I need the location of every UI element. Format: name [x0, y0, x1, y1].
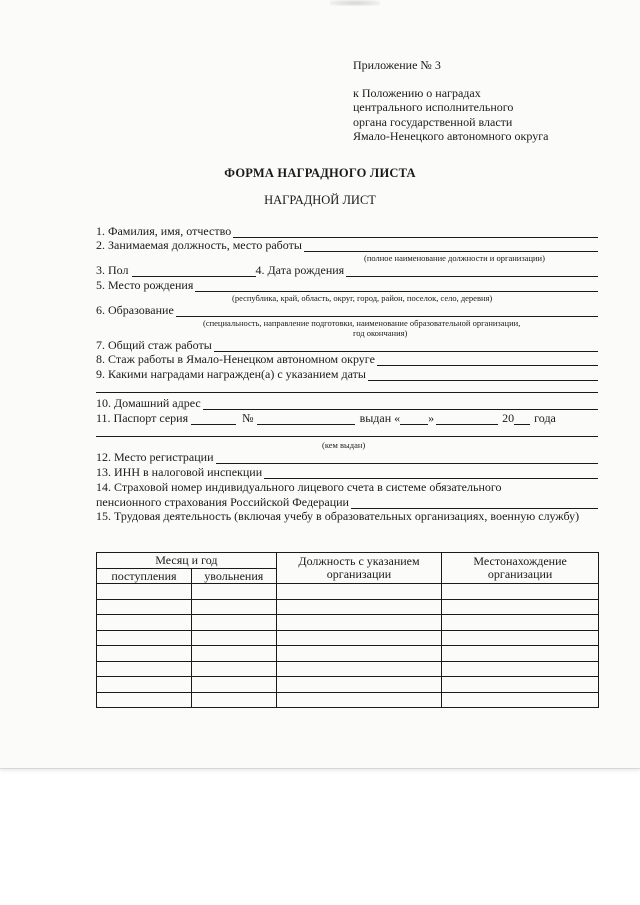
table-row	[97, 677, 599, 693]
table-cell[interactable]	[276, 615, 442, 631]
passport-series-blank[interactable]	[191, 413, 236, 425]
table-cell[interactable]	[97, 692, 192, 708]
table-cell[interactable]	[191, 646, 276, 662]
appendix-line: центрального исполнительного	[353, 100, 514, 114]
field-label: 3. Пол	[96, 263, 129, 277]
table-row	[97, 615, 599, 631]
table-cell[interactable]	[276, 599, 442, 615]
table-cell[interactable]	[442, 630, 599, 646]
field-awards	[96, 367, 598, 381]
field-birthplace	[96, 278, 598, 292]
header-location	[442, 553, 599, 584]
appendix-line: органа государственной власти	[353, 114, 513, 129]
field-label: 8. Стаж работы в Ямало-Ненецком автономном округе	[96, 352, 375, 366]
table-cell[interactable]	[191, 692, 276, 708]
awards-blank[interactable]	[368, 369, 598, 381]
field-snils	[96, 495, 598, 509]
field-total-experience	[96, 338, 598, 352]
table-cell[interactable]	[191, 630, 276, 646]
field-label: 13. ИНН в налоговой инспекции	[96, 465, 263, 479]
table-row	[97, 661, 599, 677]
field-home-address	[96, 396, 598, 410]
table-cell[interactable]	[442, 615, 599, 631]
field-full-name	[96, 224, 598, 238]
field-position	[96, 238, 598, 252]
field-gender-birthdate	[96, 263, 598, 277]
form-subtitle: НАГРАДНОЙ ЛИСТ	[264, 193, 376, 207]
table-cell[interactable]	[442, 661, 599, 677]
field-label: 6. Образование	[96, 303, 174, 317]
field-label: 20	[502, 411, 515, 425]
table-cell[interactable]	[191, 615, 276, 631]
field-label: года	[534, 411, 556, 425]
field-label: 2. Занимаемая должность, место работы	[96, 238, 302, 252]
passport-number-blank[interactable]	[257, 413, 355, 425]
home-address-blank[interactable]	[203, 398, 598, 410]
birthplace-hint: (республика, край, область, округ, город, район, поселок, село, деревня)	[232, 293, 493, 303]
field-snils-label: 14. Страховой номер индивидуального лицевого счета в системе обязательного	[96, 480, 502, 494]
field-passport	[96, 411, 598, 425]
header-start: поступления	[97, 569, 192, 584]
table-cell[interactable]	[97, 630, 192, 646]
header-location-line: организации	[487, 567, 553, 581]
inn-blank[interactable]	[264, 467, 598, 479]
header-month-year: Месяц и год	[97, 553, 277, 569]
table-cell[interactable]	[97, 661, 192, 677]
table-cell[interactable]	[276, 584, 442, 600]
table-cell[interactable]	[442, 677, 599, 693]
gender-blank[interactable]	[132, 265, 256, 277]
passport-issuer-hint: (кем выдан)	[322, 440, 366, 450]
birthdate-blank[interactable]	[346, 265, 598, 277]
education-hint: (специальность, направление подготовки, наименование образовательной организации,	[203, 318, 521, 328]
table-cell[interactable]	[276, 692, 442, 708]
field-label: 10. Домашний адрес	[96, 396, 201, 410]
table-cell[interactable]	[442, 599, 599, 615]
field-work-activity-label: 15. Трудовая деятельность (включая учебу в образовательных организациях, военную службу)	[96, 509, 580, 523]
work-history-table	[96, 552, 599, 708]
table-cell[interactable]	[97, 646, 192, 662]
table-cell[interactable]	[276, 677, 442, 693]
table-cell[interactable]	[191, 661, 276, 677]
field-registration	[96, 450, 598, 464]
scan-artifact	[330, 0, 380, 6]
passport-day-blank[interactable]	[400, 413, 428, 425]
table-row	[97, 646, 599, 662]
table-cell[interactable]	[191, 677, 276, 693]
field-label: пенсионного страхования Российской Федерации	[96, 495, 349, 509]
education-blank[interactable]	[176, 305, 598, 317]
field-label: 9. Какими наградами награжден(а) с указанием даты	[96, 367, 366, 381]
field-label: 12. Место регистрации	[96, 450, 214, 464]
table-cell[interactable]	[442, 692, 599, 708]
appendix-line: к Положению о наградах	[353, 85, 481, 100]
birthplace-blank[interactable]	[195, 280, 598, 292]
table-cell[interactable]	[276, 661, 442, 677]
table-cell[interactable]	[276, 646, 442, 662]
field-yanao-experience	[96, 352, 598, 366]
table-cell[interactable]	[276, 630, 442, 646]
table-header-row	[97, 553, 599, 569]
field-education	[96, 303, 598, 317]
appendix-line: Ямало-Ненецкого автономного округа	[353, 129, 549, 143]
position-blank[interactable]	[304, 240, 598, 252]
awards-extra-line[interactable]	[96, 392, 598, 393]
passport-year-blank[interactable]	[514, 413, 530, 425]
field-label: выдан «	[359, 411, 401, 425]
header-location-line: Местонахождение	[473, 554, 567, 568]
total-experience-blank[interactable]	[214, 340, 598, 352]
table-cell[interactable]	[97, 677, 192, 693]
table-cell[interactable]	[191, 599, 276, 615]
field-label: 1. Фамилия, имя, отчество	[96, 224, 232, 238]
table-row	[97, 599, 599, 615]
table-row	[97, 630, 599, 646]
field-label: №	[242, 411, 254, 425]
full-name-blank[interactable]	[233, 226, 598, 238]
table-cell[interactable]	[97, 599, 192, 615]
field-inn	[96, 465, 598, 479]
table-cell[interactable]	[97, 584, 192, 600]
header-position-line: Должность с указанием	[298, 554, 420, 568]
field-label: 5. Место рождения	[96, 278, 194, 292]
table-cell[interactable]	[97, 615, 192, 631]
field-label: 11. Паспорт серия	[96, 411, 189, 425]
yanao-experience-blank[interactable]	[377, 354, 598, 366]
registration-blank[interactable]	[216, 452, 598, 464]
header-position	[276, 553, 442, 584]
position-hint: (полное наименование должности и организации)	[364, 253, 545, 263]
passport-month-blank[interactable]	[436, 413, 498, 425]
table-cell[interactable]	[191, 584, 276, 600]
header-end: увольнения	[191, 569, 276, 584]
table-row	[97, 584, 599, 600]
appendix-header	[353, 58, 548, 144]
form-title: ФОРМА НАГРАДНОГО ЛИСТА	[224, 166, 416, 180]
table-cell[interactable]	[442, 584, 599, 600]
table-row	[97, 692, 599, 708]
field-label: 7. Общий стаж работы	[96, 338, 212, 352]
table-cell[interactable]	[442, 646, 599, 662]
passport-issuer-line[interactable]	[96, 436, 598, 437]
header-position-line: организации	[326, 567, 392, 581]
education-hint: год окончания)	[353, 328, 408, 338]
field-label: »	[428, 411, 435, 425]
appendix-number: Приложение № 3	[353, 58, 441, 72]
field-label: 4. Дата рождения	[255, 263, 345, 277]
snils-blank[interactable]	[351, 497, 598, 509]
